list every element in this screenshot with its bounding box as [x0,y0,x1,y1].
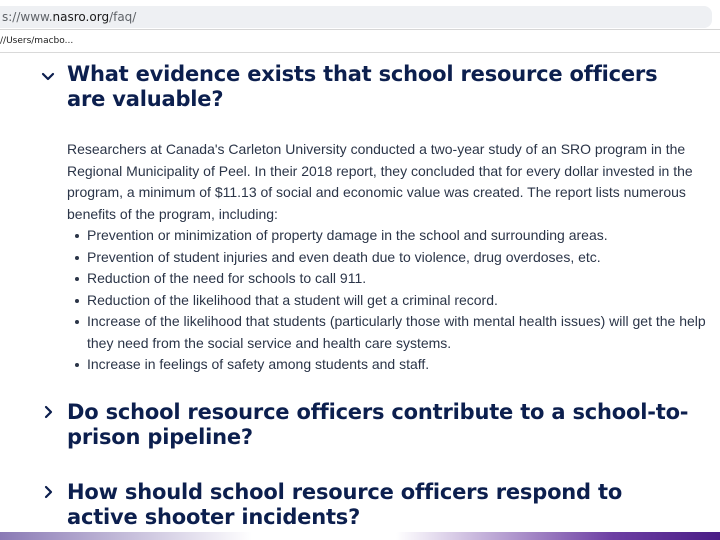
list-item: Increase in feelings of safety among students and staff. [87,354,707,376]
chevron-down-icon[interactable] [40,68,56,84]
chevron-right-icon[interactable] [40,484,56,500]
chevron-right-icon[interactable] [40,404,56,420]
faq-answer [67,139,707,376]
url-host: nasro.org [52,10,110,24]
url-field[interactable] [0,6,712,28]
slide-footer-bar [0,532,720,540]
bookmarks-bar [0,31,720,53]
list-item: Reduction of the need for schools to call 911. [87,268,707,290]
list-item: Reduction of the likelihood that a student will get a criminal record. [87,290,707,312]
url-prefix: s://www. [2,10,53,24]
faq-answer-paragraph: Researchers at Canada's Carleton University conducted a two-year study of an SRO program in the Regional Municipality of Peel. In their 2018 report, they concluded that for every dollar invested in the program, a minimum of $11.13 of social and economic value was created. The report lists numerous benefits of the program, including: [67,141,693,222]
faq-question-title[interactable]: What evidence exists that school resource officers are valuable? [67,62,658,111]
list-item: Prevention or minimization of property damage in the school and surrounding areas. [87,225,707,247]
address-bar[interactable] [0,0,720,30]
benefits-list [67,225,707,376]
url-path: /faq/ [109,10,137,24]
faq-question-title[interactable]: Do school resource officers contribute to a school-to-prison pipeline? [67,400,689,449]
list-item: Prevention of student injuries and even death due to violence, drug overdoses, etc. [87,247,707,269]
bookmark-item[interactable]: //Users/macbo... [0,36,74,46]
faq-content [0,54,720,532]
list-item: Increase of the likelihood that students (particularly those with mental health issues) will get the help they need from the social service and health care systems. [87,311,707,354]
faq-question-title[interactable]: How should school resource officers respond to active shooter incidents? [67,480,623,529]
